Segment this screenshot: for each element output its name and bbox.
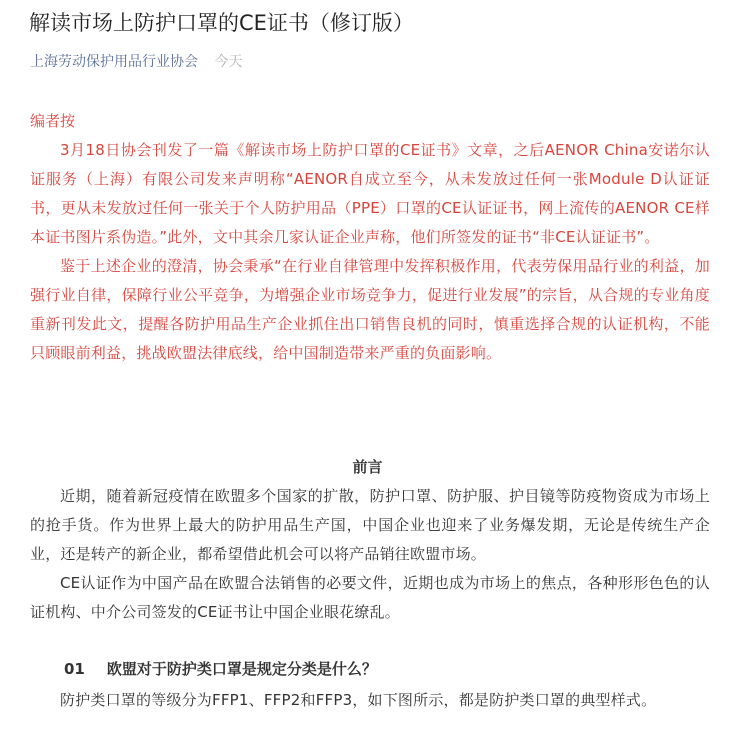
section-paragraph: 防护类口罩的等级分为FFP1、FFP2和FFP3，如下图所示，都是防护类口罩的典型样式。 bbox=[60, 691, 657, 709]
editor-note-paragraph: 3月18日协会刊发了一篇《解读市场上防护口罩的CE证书》文章，之后AENOR China安诺尔认证服务（上海）有限公司发来声明称“AENOR自成立至今，从未发放过任何一张Module D认证证书，更从未发放过任何一张关于个人防护用品（PPE）口罩的CE认证证书，网上流传的AENOR CE样本证书图片系伪造。”此外，文中其余几家认证企业声称，他们所签发的证书“非CE认证证书”。 bbox=[30, 141, 710, 246]
editor-note-label: 编者按 bbox=[30, 112, 76, 130]
preface-paragraph: 近期，随着新冠疫情在欧盟多个国家的扩散，防护口罩、防护服、护目镜等防疫物资成为市场上的抢手货。作为世界上最大的防护用品生产国，中国企业也迎来了业务爆发期，无论是传统生产企业，还是转产的新企业，都希望借此机会可以将产品销往欧盟市场。 bbox=[30, 487, 710, 563]
article-title: 解读市场上防护口罩的CE证书（修订版） bbox=[29, 11, 414, 35]
preface-heading: 前言 bbox=[352, 458, 383, 476]
article-meta bbox=[30, 51, 242, 73]
section-number: 01 bbox=[64, 660, 85, 678]
preface-body bbox=[30, 482, 710, 627]
section-heading bbox=[64, 655, 377, 683]
section-body bbox=[30, 686, 710, 715]
editor-note bbox=[30, 107, 710, 368]
author-link[interactable]: 上海劳动保护用品行业协会 bbox=[30, 54, 198, 70]
editor-note-paragraph: 鉴于上述企业的澄清，协会秉承“在行业自律管理中发挥积极作用，代表劳保用品行业的利益，加强行业自律，保障行业公平竞争，为增强企业市场竞争力，促进行业发展”的宗旨，从合规的专业角度重新刊发此文，提醒各防护用品生产企业抓住出口销售良机的同时，慎重选择合规的认证机构，不能只顾眼前利益，挑战欧盟法律底线，给中国制造带来严重的负面影响。 bbox=[30, 257, 710, 362]
publish-date: 今天 bbox=[214, 54, 243, 70]
section-title: 欧盟对于防护类口罩是规定分类是什么？ bbox=[106, 660, 377, 678]
preface-paragraph: CE认证作为中国产品在欧盟合法销售的必要文件，近期也成为市场上的焦点，各种形形色色的认证机构、中介公司签发的CE证书让中国企业眼花缭乱。 bbox=[30, 574, 710, 621]
